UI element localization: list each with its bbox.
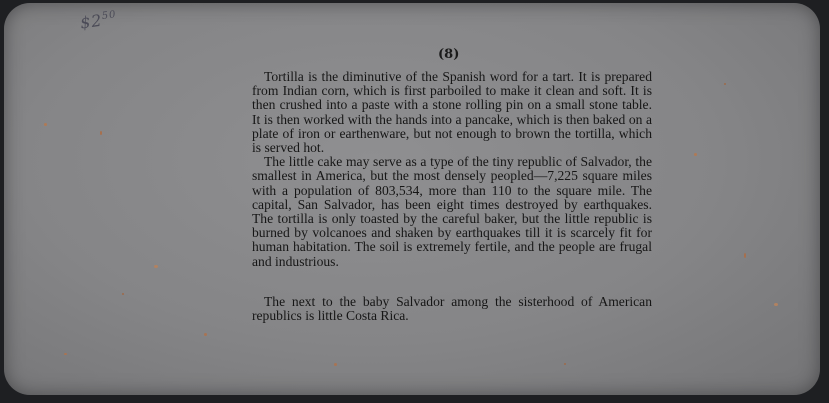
paragraph-costa-rica: The next to the baby Salvador among the sisterhood of American republics is little Costa Rica. xyxy=(252,293,652,324)
foxing-spot xyxy=(744,253,746,258)
paragraph-tortilla: Tortilla is the diminutive of the Spanish word for a tart. It is prepared from Indian corn, which is first parboiled to make it clean and soft. It is then crushed into a paste with a stone rolling pin on a small stone table. It is then worked with the hands into a pancake, which is then baked on a plate of iron or earthenware, but not enough to brown the tortilla, which is served hot. xyxy=(252,69,652,156)
foxing-spot xyxy=(204,333,207,336)
handwritten-price xyxy=(79,9,118,33)
foxing-spot xyxy=(724,83,726,85)
foxing-spot xyxy=(154,265,158,268)
foxing-spot xyxy=(44,123,47,126)
paragraph-salvador: The little cake may serve as a type of the tiny republic of Salvador, the smallest in America, but the most densely peopled—7,225 square miles with a population of 803,534, more than 110 to the square mile. The capital, San Salvador, has been eight times destroyed by earthquakes. The tortilla is only toasted by the careful baker, but the little republic is burned by volcanoes and shaken by earthquakes till it is scarcely fit for human habitation. The soil is extremely fertile, and the people are frugal and industrious. xyxy=(252,154,652,269)
page-number: (8) xyxy=(438,47,460,62)
foxing-spot xyxy=(100,131,102,135)
price-cents: 50 xyxy=(101,9,118,23)
foxing-spot xyxy=(64,353,67,355)
foxing-spot xyxy=(694,153,697,156)
foxing-spot xyxy=(774,303,778,306)
foxing-spot xyxy=(334,363,337,366)
card-body-text xyxy=(252,70,652,323)
price-dollars: $2 xyxy=(78,10,104,33)
foxing-spot xyxy=(564,363,566,365)
foxing-spot xyxy=(122,293,124,295)
stereoview-card-back xyxy=(4,3,820,395)
